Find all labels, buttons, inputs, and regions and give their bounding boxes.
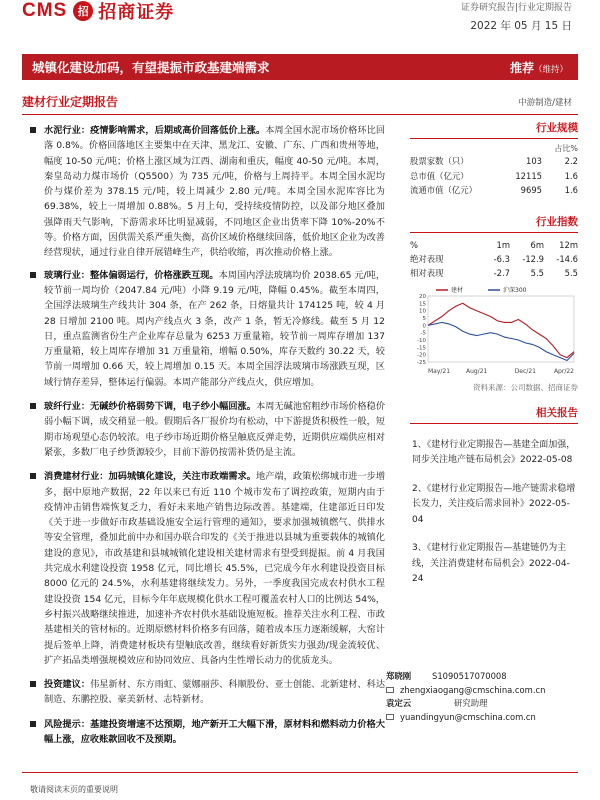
rating-note: （维持） <box>533 64 568 75</box>
scale-value: 12115 <box>515 170 542 181</box>
table-row <box>410 169 578 184</box>
cell-value: -6.3 <box>493 253 510 264</box>
table-header <box>410 238 578 252</box>
column-header: 6m <box>530 239 544 250</box>
paragraph-lead: 水泥行业：疫情影响需求，后期或高价回落低价上涨。 <box>44 125 266 136</box>
table-row <box>410 154 578 169</box>
scale-value: 103 <box>526 156 542 166</box>
index-chart-svg <box>410 284 578 376</box>
report-subtitle: 建材行业定期报告 <box>22 95 119 109</box>
summary-column <box>30 123 385 747</box>
related-report-item[interactable]: 3、《建材行业定期报告—基建链仍为主线，关注消费建材布局机会》2022-04-24 <box>412 543 570 584</box>
performance-table <box>410 238 578 280</box>
analyst-2 <box>386 697 578 711</box>
paragraph-body: 本周全国水泥市场价格环比回落 0.8%。价格回落地区主要集中在天津、黑龙江、安徽、广东、广西和贵州等地，幅度 10-50 元/吨；价格上涨区域为江西、湖南和重庆，幅度 40-50 元/吨。本周，秦皇岛动力煤市场价（Q5500）为 735 元/吨，价格与上周持平。本周全国水泥均价与煤价差为 378.15 元/吨，较上周减少 2.80 元/吨。本周全国水泥库容比为 69.38%，较上一周增加 0.88%。5 月上旬，受持续疫情防控，以及部分地区叠加强降雨天气影响，下游需求环比明显减弱，不同地区企业出货率下降 10%-20%不等。价格方面，因供需关系严重失衡，高价区域价格继续回落，低价地区企业为改善经营现状，通过行业自律开展错峰生产，供给收缩，再次推动价格上涨。 <box>44 125 386 259</box>
legend-label: 沪深300 <box>503 286 527 294</box>
analyst-email[interactable]: zhengxiaogang@cmschina.com.cn <box>400 684 546 695</box>
paragraph-lead: 玻璃行业：整体偏弱运行，价格涨跌互现。 <box>44 269 219 281</box>
x-tick-label: May/21 <box>428 367 451 375</box>
paragraph-investment-advice <box>30 677 385 708</box>
bullet-square-icon <box>30 721 36 727</box>
mail-icon <box>386 687 394 693</box>
scale-share: 1.6 <box>564 170 578 181</box>
bullet-square-icon <box>30 127 36 133</box>
table-row <box>410 183 578 198</box>
scale-value: 9695 <box>520 185 542 195</box>
logo-badge-icon: 招 <box>73 1 93 21</box>
cell-value: -2.7 <box>493 267 510 278</box>
logo-company-name: 招商证券 <box>98 2 175 23</box>
x-tick-label: Apr/22 <box>553 367 574 375</box>
analyst-email[interactable]: yuandingyun@cmschina.com.cn <box>400 711 536 722</box>
related-report-list <box>410 438 578 588</box>
bullet-square-icon <box>30 403 36 409</box>
scale-label: 总市值（亿元） <box>410 170 469 181</box>
paragraph-cement <box>30 123 385 261</box>
series-line-csi300 <box>428 322 574 360</box>
scale-unit: 占比% <box>554 144 578 153</box>
cms-logo <box>22 0 174 22</box>
row-label: 相对表现 <box>410 267 444 278</box>
paragraph-body: 伟星新材、东方雨虹、蒙娜丽莎、科顺股份、亚士创能、北新建材、科达制造、东鹏控股、豪美新材、志特新材。 <box>44 679 386 706</box>
footer-divider <box>22 772 578 773</box>
series-line-building-materials <box>428 303 574 357</box>
bullet-square-icon <box>30 473 36 479</box>
cell-value: 5.5 <box>564 267 578 278</box>
y-tick-label: 10 <box>419 308 426 315</box>
x-tick-label: Aug/21 <box>465 367 488 375</box>
paragraph-lead: 玻纤行业：无碱纱价格弱势下调，电子纱小幅回涨。 <box>44 401 256 413</box>
analyst-cert: S1090517070008 <box>432 671 507 681</box>
subtitle-divider <box>22 114 578 115</box>
report-type-tag: 证券研究报告|行业定期报告 <box>460 3 572 13</box>
mail-icon <box>386 714 394 720</box>
analyst-name: 郑晓刚 <box>386 671 412 681</box>
related-reports-title: 相关报告 <box>410 405 578 424</box>
row-label: 绝对表现 <box>410 253 444 264</box>
paragraph-risk-warning <box>30 717 385 748</box>
paragraph-lead: 风险提示：基建投资增速不达预期，地产新开工大幅下滑，原材料和燃料动力价格大幅上涨，应收账款回收不及预期。 <box>44 718 385 745</box>
paragraph-consumer-materials <box>30 469 385 668</box>
rating <box>510 59 568 76</box>
y-tick-label: -5 <box>420 330 426 337</box>
chart-source: 资料来源：公司数据、招商证券 <box>473 382 578 392</box>
report-date: 2022 年 05 月 15 日 <box>470 20 572 32</box>
paragraph-glass <box>30 268 385 390</box>
x-tick-label: Dec/21 <box>514 367 536 375</box>
scale-share: 2.2 <box>564 156 578 166</box>
sidebar-column <box>410 120 578 601</box>
analyst-1 <box>386 670 578 684</box>
y-tick-label: -10 <box>417 337 426 344</box>
related-report-item[interactable]: 1、《建材行业定期报告—基建全面加强，同步关注地产链布局机会》2022-05-08 <box>412 439 576 465</box>
column-header: 1m <box>496 239 510 250</box>
y-tick-label: 0 <box>422 322 426 329</box>
y-tick-label: -25 <box>417 359 426 366</box>
legend-label: 建材 <box>451 286 464 294</box>
title-banner <box>22 54 578 80</box>
industry-scale-title: 行业规模 <box>410 120 578 139</box>
paragraph-fiberglass <box>30 399 385 460</box>
plot-frame <box>428 296 574 362</box>
report-header-info <box>461 0 572 33</box>
y-tick-label: 5 <box>422 315 426 322</box>
table-row <box>410 266 578 280</box>
report-title: 城镇化建设加码，有望提振市政基建端需求 <box>32 60 270 75</box>
y-tick-label: 15 <box>419 300 426 307</box>
logo-text: CMS <box>22 0 68 21</box>
cell-value: -12.9 <box>522 253 544 264</box>
paragraph-body: 地产端，政策松绑城市进一步增多，据中原地产数据，22 年以来已有近 110 个城市发布了调控政策，短期内由于疫情冲击销售端恢复乏力，看好未来地产销售边际改善。基建端，住建部近日印发《关于进一步做好市政基础设施安全运行管理的通知》，要求加强城镇燃气、供排水等安全管理，叠加此前中办和国办联合印发的《关于推进以县城为重要载体的城镇化建设的意见》，市政基建和县城城镇化建设相关建材需求有望受到提振。前 4 月我国共完成水利建设投资 1958 亿元，同比增长 45.5%，已完成今年水利建设投资目标 8000 亿元的 24.5%，水利基建将继续发力。另外，一季度我国完成农村供水工程建设投资 154 亿元，目标今年年底规模化供水工程可覆盖农村人口的比例达 54%，乡村振兴战略继续推进，加速补齐农村供水基础设施短板。推荐关注水利工程、市政基建相关的管材标的。近期原燃材料价格多有回落，随着成本压力逐渐缓解，大窑计提后签单上降，消费建材板块有望触底改善，继续看好新货实力强劲/现金流较优、扩产拓品类增强规模效应和协同效应、具备内生性增长动力的优质龙头。 <box>44 471 386 666</box>
y-tick-label: 20 <box>419 293 426 300</box>
index-chart <box>410 284 578 380</box>
paragraph-body: 本周国内浮法玻璃均价 2038.65 元/吨，较节前一周均价（2047.84 元/吨）小降 9.19 元/吨，降幅 0.45%。截至本周四，全国浮法玻璃生产线共计 304 条，在产 262 条，日熔量共计 174125 吨，较 4 月 28 日增加 2100 吨。周内产线点火 3 条，改产 1 条，暂无冷修线。截至 5 月 12 日，重点监测省份生产企业库存总量为 6253 万重量箱，较节前一周库存增加 137 万重量箱，较上周库存增加 31 万重量箱，增幅 0.50%，库存天数约 30.22 天，较节前一周增加 0.66 天，较上周增加 0.15 天。本周全国浮法玻璃市场涨跌互现，区域行情存差异，整体运行偏弱。本周产能部分产线点火，供应增加。 <box>44 269 386 388</box>
column-header: 12m <box>559 239 578 250</box>
analyst-name: 袁定云 <box>386 698 412 708</box>
scale-label: 股票家数（只） <box>410 156 469 166</box>
paragraph-lead: 投资建议： <box>44 679 91 691</box>
y-tick-label: -20 <box>417 352 426 359</box>
bullet-square-icon <box>30 681 36 687</box>
related-report-item[interactable]: 2、《建材行业定期报告—地产链需求稳增长发力，关注疫后需求回补》2022-05-04 <box>412 483 576 525</box>
analyst-role: 研究助理 <box>454 698 488 708</box>
y-tick-label: -15 <box>417 344 426 351</box>
paragraph-body: 本周无碱池窑粗纱市场价格稳价弱小幅下调，成交稍显一般。假期后各厂报价均有松动，中下游提货积极性一般，短期市场观望心态仍较浓。电子纱市场近期价格呈触底反弹走势，近期供应端供应相对紧张，多数厂电子纱货源较少，目前下游仍按需补货仍是主流。 <box>44 401 386 458</box>
column-header: % <box>410 239 418 250</box>
scale-table <box>410 154 578 198</box>
industry-index-title: 行业指数 <box>410 214 578 233</box>
paragraph-lead: 消费建材行业：加码城镇化建设，关注市政端需求。 <box>44 471 256 483</box>
scale-share: 1.6 <box>564 185 578 195</box>
industry-tag: 中游制造/建材 <box>518 98 572 108</box>
analyst-email-row <box>386 711 578 725</box>
cell-value: 5.5 <box>530 267 544 278</box>
analyst-block <box>386 670 578 724</box>
analyst-email-row <box>386 684 578 698</box>
footer-note: 敬请阅读末页的重要说明 <box>30 785 118 794</box>
cell-value: -14.6 <box>556 253 578 264</box>
table-row <box>410 252 578 266</box>
rating-label: 推荐 <box>509 60 534 75</box>
bullet-square-icon <box>30 272 36 278</box>
scale-label: 流通市值（亿元） <box>410 185 477 195</box>
